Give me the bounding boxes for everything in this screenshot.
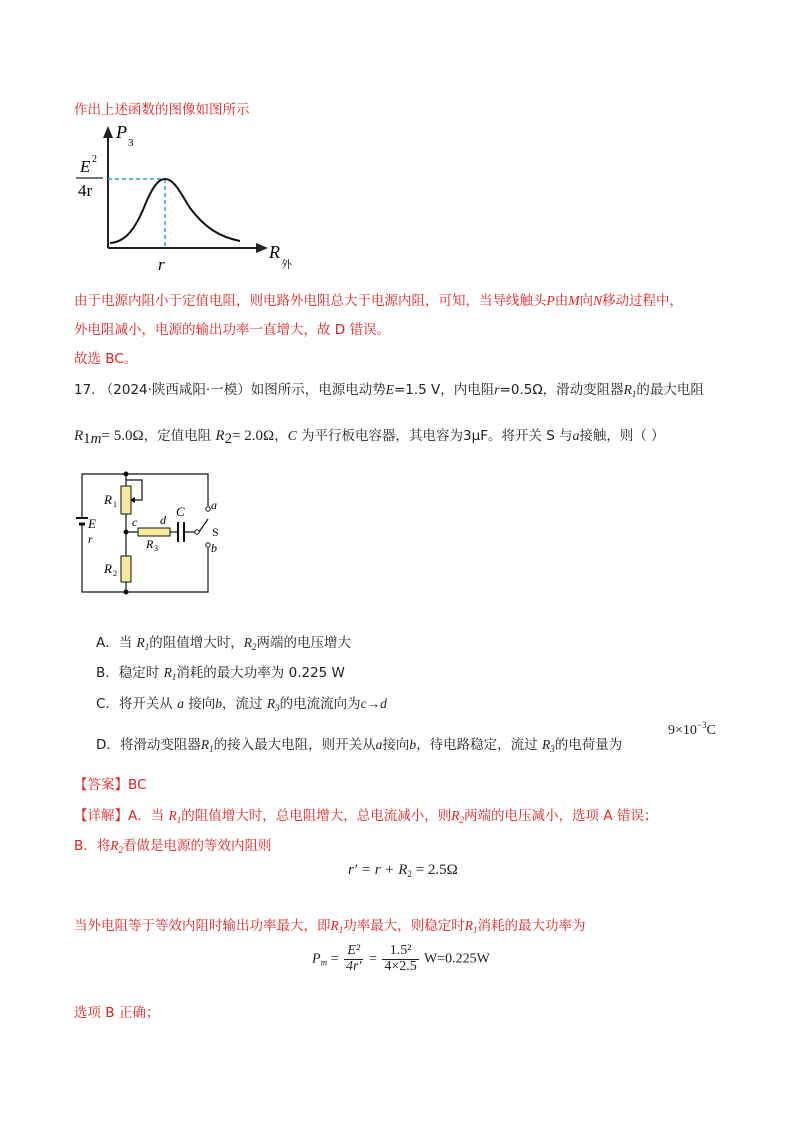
equation-equivalent-resistance <box>348 862 458 879</box>
charge-value <box>668 720 716 739</box>
eq1-sub: 2 <box>407 869 412 879</box>
option-text: 的电荷量为 <box>554 737 623 753</box>
eq2-f1-den: 4r′ <box>345 958 362 974</box>
eq2-lhs: P <box>312 951 321 967</box>
option-text: 的接入最大电阻，则开关从 <box>213 737 376 753</box>
option-D <box>96 733 622 754</box>
label-r: r <box>88 532 93 546</box>
question-text: 接触，则（ ） <box>579 428 665 444</box>
var-a: a <box>375 737 383 752</box>
detail-text: 两端的电压减小，选项 A 错误； <box>464 808 658 824</box>
question-text: 的最大电阻 <box>636 382 704 398</box>
explanation-text: 移动过程中， <box>602 293 684 309</box>
option-text: 接向 <box>188 696 216 712</box>
question-text: =0.5Ω，滑动变阻器 <box>499 382 624 398</box>
question-number: 17. <box>74 382 96 398</box>
peak-numerator: E <box>80 157 91 176</box>
r1m-value: = 5.0Ω <box>101 428 144 444</box>
option-B <box>96 661 345 682</box>
var-P: P <box>546 293 555 308</box>
sub-2: 2 <box>118 845 124 855</box>
var-R: R <box>168 808 177 823</box>
sub-2: 2 <box>459 815 465 825</box>
question-line-1 <box>74 378 704 399</box>
r2-value: = 2.0Ω <box>232 428 275 444</box>
peak-denominator: 4r <box>78 181 93 200</box>
label-C: C <box>176 504 185 519</box>
label-R3: R <box>146 537 154 551</box>
sub-1: 1 <box>338 925 344 935</box>
sub-1: 1 <box>144 642 150 652</box>
answer-value: BC <box>128 777 147 793</box>
power-graph <box>70 120 300 280</box>
charge-exponent: −3 <box>696 720 707 730</box>
question-line-2 <box>74 424 665 448</box>
explanation-text: 由 <box>554 293 569 309</box>
detail-label: 【详解】 <box>74 808 128 824</box>
detail-condition-line <box>74 914 586 935</box>
question-text: 为平行板电容器，其电容为3μF。将开关 S 与 <box>301 428 573 444</box>
y-axis-sub: 3 <box>128 137 134 149</box>
var-R: R <box>541 737 551 752</box>
var-R2: R <box>215 428 225 444</box>
answer-line <box>74 773 146 793</box>
detail-B-conclusion: 选项 B 正确； <box>74 1005 160 1021</box>
label-R1: R <box>104 492 112 507</box>
option-text: 接向 <box>382 737 410 753</box>
sub-1: 1 <box>83 431 91 447</box>
x-peak-label: r <box>158 255 165 274</box>
var-a: a <box>177 696 184 711</box>
var-r: r <box>494 382 500 397</box>
detail-text: 的阻值增大时，总电阻增大，总电流减小，则 <box>181 808 452 824</box>
var-b: b <box>409 737 417 752</box>
sub-3: 3 <box>275 703 280 713</box>
option-text: 两端的电压增大 <box>256 635 352 651</box>
detail-text: B．将 <box>74 838 111 854</box>
explanation-line-3: 故选 BC。 <box>74 351 138 367</box>
eq2-f2-den: 4×2.5 <box>384 958 417 974</box>
question-text: ， <box>274 428 288 444</box>
sub-1: 1 <box>176 815 182 825</box>
current-direction: c→d <box>360 696 387 711</box>
var-C: C <box>287 428 297 443</box>
option-text: C．将开关从 <box>96 696 173 712</box>
eq1-rhs: = 2.5Ω <box>415 862 458 878</box>
sub-3: 3 <box>550 744 555 754</box>
circuit-diagram <box>72 466 232 604</box>
y-axis-label: P <box>116 122 127 142</box>
option-C <box>96 692 387 713</box>
sub-1: 1 <box>209 744 214 754</box>
option-text: A．当 <box>96 635 133 651</box>
label-S: S <box>212 525 219 539</box>
var-b: b <box>215 696 223 711</box>
eq2-f1-num: E² <box>344 944 364 960</box>
var-E: E <box>385 382 394 397</box>
option-text: ，待电路稳定，流过 <box>416 737 538 753</box>
var-a: a <box>572 428 580 443</box>
label-R2-sub: 2 <box>113 569 117 578</box>
var-R: R <box>243 635 253 650</box>
var-R: R <box>330 918 339 933</box>
equation-max-power: $P_m$ = $\frac{\text{E²}}{4r'}$ = $\frac{\text{1.5²}}{4\times 2.5}$ W=0.225W <box>312 943 490 974</box>
var-R: R <box>110 838 119 853</box>
x-axis-label: R <box>269 242 280 262</box>
eq2-sub: m <box>320 957 328 968</box>
label-c: c <box>132 515 138 529</box>
explanation-line-1 <box>74 289 683 309</box>
charge-unit: C <box>706 723 716 738</box>
eq2-f2-num: 1.5² <box>382 944 418 960</box>
detail-text: 当外电阻等于等效内阻时输出功率最大，即 <box>74 918 331 934</box>
eq2-rhs: W=0.225W <box>424 951 490 967</box>
explanation-text: 向 <box>579 293 593 309</box>
question-text: =1.5 V，内电阻 <box>393 382 495 398</box>
option-text: ，流过 <box>222 696 263 712</box>
var-R: R <box>464 918 473 933</box>
eq2-fraction-1 <box>344 944 364 974</box>
label-R1-sub: 1 <box>113 500 117 509</box>
label-E: E <box>88 516 96 531</box>
var-R: R <box>623 382 632 397</box>
explanation-line-2: 外电阻减小，电源的输出功率一直增大，故 D 错误。 <box>74 322 390 338</box>
option-text: 消耗的最大功率为 0.225 W <box>176 665 345 681</box>
label-b: b <box>211 541 217 555</box>
option-text: B．稳定时 <box>96 665 160 681</box>
question-text: （2024·陕西咸阳·一模）如图所示，电源电动势 <box>99 382 386 398</box>
label-a: a <box>211 498 217 512</box>
peak-numerator-sup: 2 <box>92 154 97 165</box>
option-text: D．将滑动变阻器 <box>96 737 201 753</box>
option-text: 的电流流向为 <box>279 696 361 712</box>
x-axis-sub: 外 <box>281 259 292 271</box>
charge-mantissa: 9×10 <box>668 723 697 738</box>
var-R: R <box>266 696 276 711</box>
detail-text: A．当 <box>128 808 165 824</box>
detail-text: 功率最大，则稳定时 <box>343 918 465 934</box>
var-R: R <box>136 635 145 650</box>
option-A <box>96 631 351 652</box>
label-R2: R <box>104 561 112 576</box>
label-d: d <box>160 513 166 527</box>
detail-line-B <box>74 834 272 855</box>
var-R1m: R <box>74 428 84 444</box>
detail-line-A <box>74 804 657 825</box>
label-R3-sub: 3 <box>154 544 158 553</box>
eq2-fraction-2 <box>382 944 418 974</box>
sub-1: 1 <box>171 672 177 682</box>
var-N: N <box>593 293 603 308</box>
var-R: R <box>163 665 172 680</box>
sub-1: 1 <box>631 389 637 399</box>
var-M: M <box>568 293 580 308</box>
detail-text: 看做是电源的等效内阻则 <box>123 838 272 854</box>
question-text: ，定值电阻 <box>143 428 212 444</box>
answer-label: 【答案】 <box>74 777 128 793</box>
explanation-text: 由于电源内阻小于定值电阻，则电路外电阻总大于电源内阻，可知，当导线触头 <box>74 293 547 309</box>
eq1-lhs: r′ = r + R <box>348 862 408 878</box>
sub-m: m <box>90 431 102 447</box>
detail-text: 消耗的最大功率为 <box>477 918 586 934</box>
sub-2: 2 <box>252 642 257 652</box>
sub-1: 1 <box>473 925 478 935</box>
var-R: R <box>200 737 210 752</box>
option-text: 的阻值增大时， <box>149 635 244 651</box>
var-R: R <box>451 808 460 823</box>
intro-line: 作出上述函数的图像如图所示 <box>74 102 250 118</box>
sub-2: 2 <box>224 431 233 447</box>
